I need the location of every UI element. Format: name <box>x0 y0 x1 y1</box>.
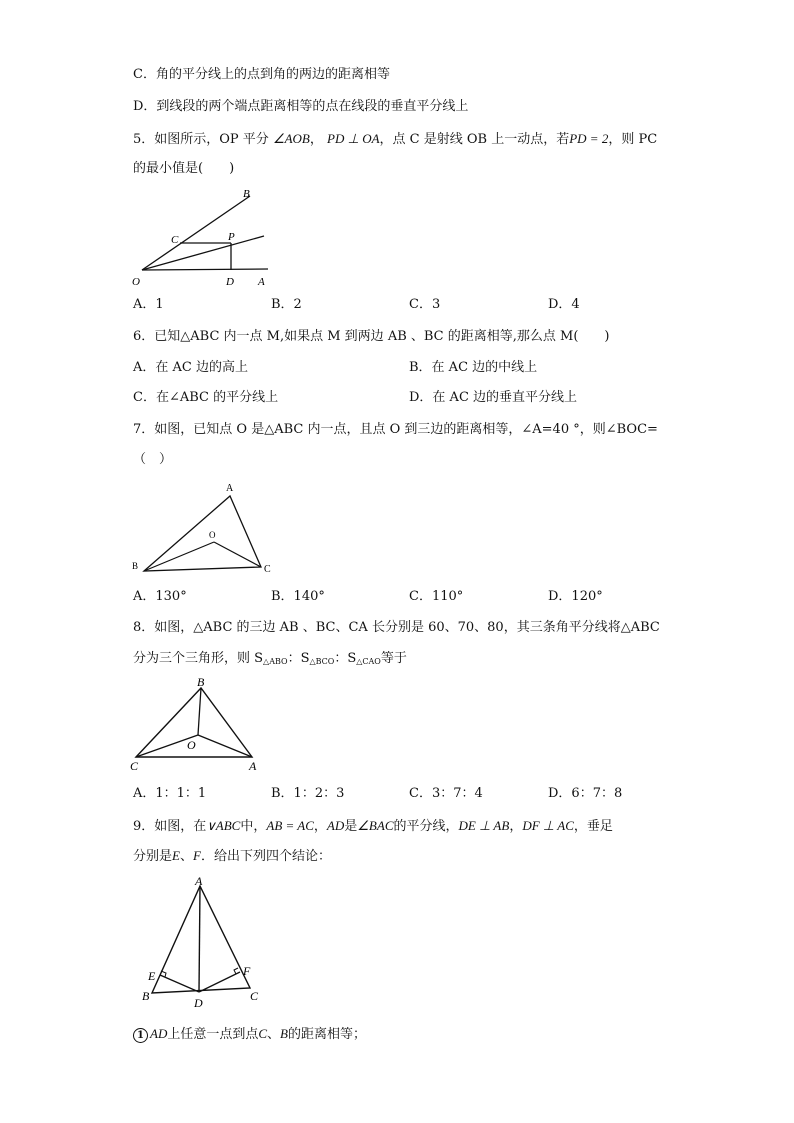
q9-de-perp-ab: DE ⊥ AB <box>458 818 510 833</box>
q9-label-f: F <box>243 964 251 978</box>
q4-option-d: D．到线段的两个端点距离相等的点在线段的垂直平分线上 <box>133 99 469 114</box>
q5-ray-op <box>142 236 264 270</box>
q9-figure <box>138 872 268 1012</box>
q8-colon-2: ：S <box>334 651 357 666</box>
q5-label-b: B <box>243 188 250 200</box>
q8-sub-abo: △ABO <box>263 657 288 666</box>
q7-figure <box>128 476 278 578</box>
q7-option-b[interactable]: B．140° <box>271 589 325 604</box>
q9-separator: 、 <box>179 849 193 864</box>
q8-stem-text-2: 等于 <box>380 651 407 666</box>
q9-conclusion-point-b: B <box>280 1026 288 1041</box>
q8-label-b: B <box>197 675 205 689</box>
q6-option-b[interactable]: B．在 AC 边的中线上 <box>409 360 538 375</box>
q9-label-e: E <box>148 969 156 983</box>
q8-stem-line2 <box>133 650 407 671</box>
q9-angle-bac: ∠BAC <box>357 818 394 833</box>
q8-stem-line1: 8．如图，△ABC 的三边 AB 、BC、CA 长分别是 60、70、80，其三条角平分线将△ABC <box>133 620 660 635</box>
q6-option-a[interactable]: A．在 AC 边的高上 <box>133 360 248 375</box>
q9-ab-eq-ac: AB = AC <box>266 818 314 833</box>
q7-stem-line1: 7．如图，已知点 O 是△ABC 内一点，且点 O 到三边的距离相等，∠A=40 °，则∠BOC= <box>133 422 658 437</box>
q9-conclusion-text-2: 的距离相等； <box>288 1027 367 1042</box>
q7-label-o: O <box>209 530 216 540</box>
q7-segment-bo <box>144 542 214 571</box>
q8-label-o: O <box>187 738 196 752</box>
q5-label-o: O <box>132 276 140 288</box>
q9-triangle-abc <box>152 886 250 993</box>
q6-stem: 6．已知△ABC 内一点 M,如果点 M 到两边 AB 、BC 的距离相等,那么点 M( ) <box>133 329 610 344</box>
q5-label-c: C <box>171 234 179 246</box>
q9-conclusion-point-c: C <box>258 1026 268 1041</box>
q8-option-d[interactable]: D．6：7：8 <box>548 786 623 801</box>
q9-df-perp-ac: DF ⊥ AC <box>522 818 574 833</box>
q9-stem-text-5: ，垂足 <box>573 819 613 834</box>
q9-comma-2: ， <box>509 819 523 834</box>
q8-segment-bo <box>198 688 201 735</box>
q5-ray-oa <box>142 269 268 270</box>
q9-segment-de <box>160 975 199 992</box>
q7-option-c[interactable]: C．110° <box>409 589 464 604</box>
q5-stem-text: 5．如图所示，OP 平分 <box>133 132 269 147</box>
q9-point-f: F <box>192 848 201 863</box>
q5-label-d: D <box>226 276 234 288</box>
q8-figure <box>128 674 268 774</box>
q8-sub-cao: △CAO <box>356 657 381 666</box>
q8-stem-text: 分为三个三角形，则 S <box>133 651 264 666</box>
q9-stem-text-6: 分别是 <box>133 849 173 864</box>
q9-stem-text-3: 是 <box>344 819 358 834</box>
q9-segment-ad <box>199 886 200 992</box>
q8-option-c[interactable]: C．3：7：4 <box>409 786 483 801</box>
q5-angle-aob: ∠AOB <box>272 131 310 146</box>
q9-comma-1: ， <box>313 819 327 834</box>
q9-conclusion-1 <box>133 1025 366 1044</box>
q9-triangle-abc: ∨ABC <box>206 818 241 833</box>
q9-stem-line2 <box>133 847 331 866</box>
q5-option-a[interactable]: A．1 <box>133 297 164 312</box>
q9-label-b: B <box>142 989 150 1003</box>
q9-stem-text-4: 的平分线， <box>393 819 459 834</box>
q7-option-a[interactable]: A．130° <box>133 589 187 604</box>
q9-stem-line1 <box>133 817 613 836</box>
q9-conclusion-text: 上任意一点到点 <box>167 1027 259 1042</box>
q9-label-c: C <box>250 989 259 1003</box>
q5-stem-line1 <box>133 130 657 149</box>
q5-stem-text-3: ，则 PC <box>608 132 658 147</box>
q9-conclusion-ad: AD <box>150 1026 168 1041</box>
q5-option-d[interactable]: D．4 <box>548 297 580 312</box>
q7-stem-line2: （ ） <box>133 452 173 467</box>
q5-option-c[interactable]: C．3 <box>409 297 441 312</box>
q7-triangle-abc <box>144 496 261 571</box>
q5-option-b[interactable]: B．2 <box>271 297 302 312</box>
q9-conclusion-separator: 、 <box>267 1027 281 1042</box>
q7-label-b: B <box>132 561 139 571</box>
q9-ad: AD <box>326 818 345 833</box>
q8-sub-bco: △BCO <box>309 657 335 666</box>
q6-option-c[interactable]: C．在∠ABC 的平分线上 <box>133 390 279 405</box>
q5-figure <box>130 186 280 288</box>
q9-stem-text-7: ．给出下列四个结论： <box>200 849 331 864</box>
q7-segment-co <box>214 542 261 567</box>
q5-label-p: P <box>228 231 235 243</box>
q9-stem-text: 9．如图，在 <box>133 819 207 834</box>
q8-option-b[interactable]: B．1：2：3 <box>271 786 345 801</box>
q9-label-a: A <box>195 874 203 888</box>
q5-stem-line2: 的最小值是( ) <box>133 161 235 176</box>
q7-label-c: C <box>264 564 271 575</box>
q4-option-c: C．角的平分线上的点到角的两边的距离相等 <box>133 67 390 82</box>
q8-colon-1: ：S <box>287 651 310 666</box>
q8-option-a[interactable]: A．1：1：1 <box>133 786 207 801</box>
q8-label-a: A <box>249 759 257 773</box>
q6-option-d[interactable]: D．在 AC 边的垂直平分线上 <box>409 390 578 405</box>
q9-label-d: D <box>194 996 203 1010</box>
q8-label-c: C <box>130 759 139 773</box>
q5-comma: ， <box>309 132 323 147</box>
q7-option-d[interactable]: D．120° <box>548 589 603 604</box>
q9-conclusion-number: 1 <box>133 1028 148 1043</box>
q5-perp-pd-oa: PD ⊥ OA <box>327 131 380 146</box>
q7-label-a: A <box>226 483 234 494</box>
q9-stem-text-2: 中， <box>240 819 267 834</box>
q5-stem-text-2: ，点 C 是射线 OB 上一动点，若 <box>379 132 570 147</box>
q5-label-a: A <box>258 276 265 288</box>
q9-point-e: E <box>172 848 180 863</box>
q5-pd-eq: PD = 2 <box>569 131 609 146</box>
